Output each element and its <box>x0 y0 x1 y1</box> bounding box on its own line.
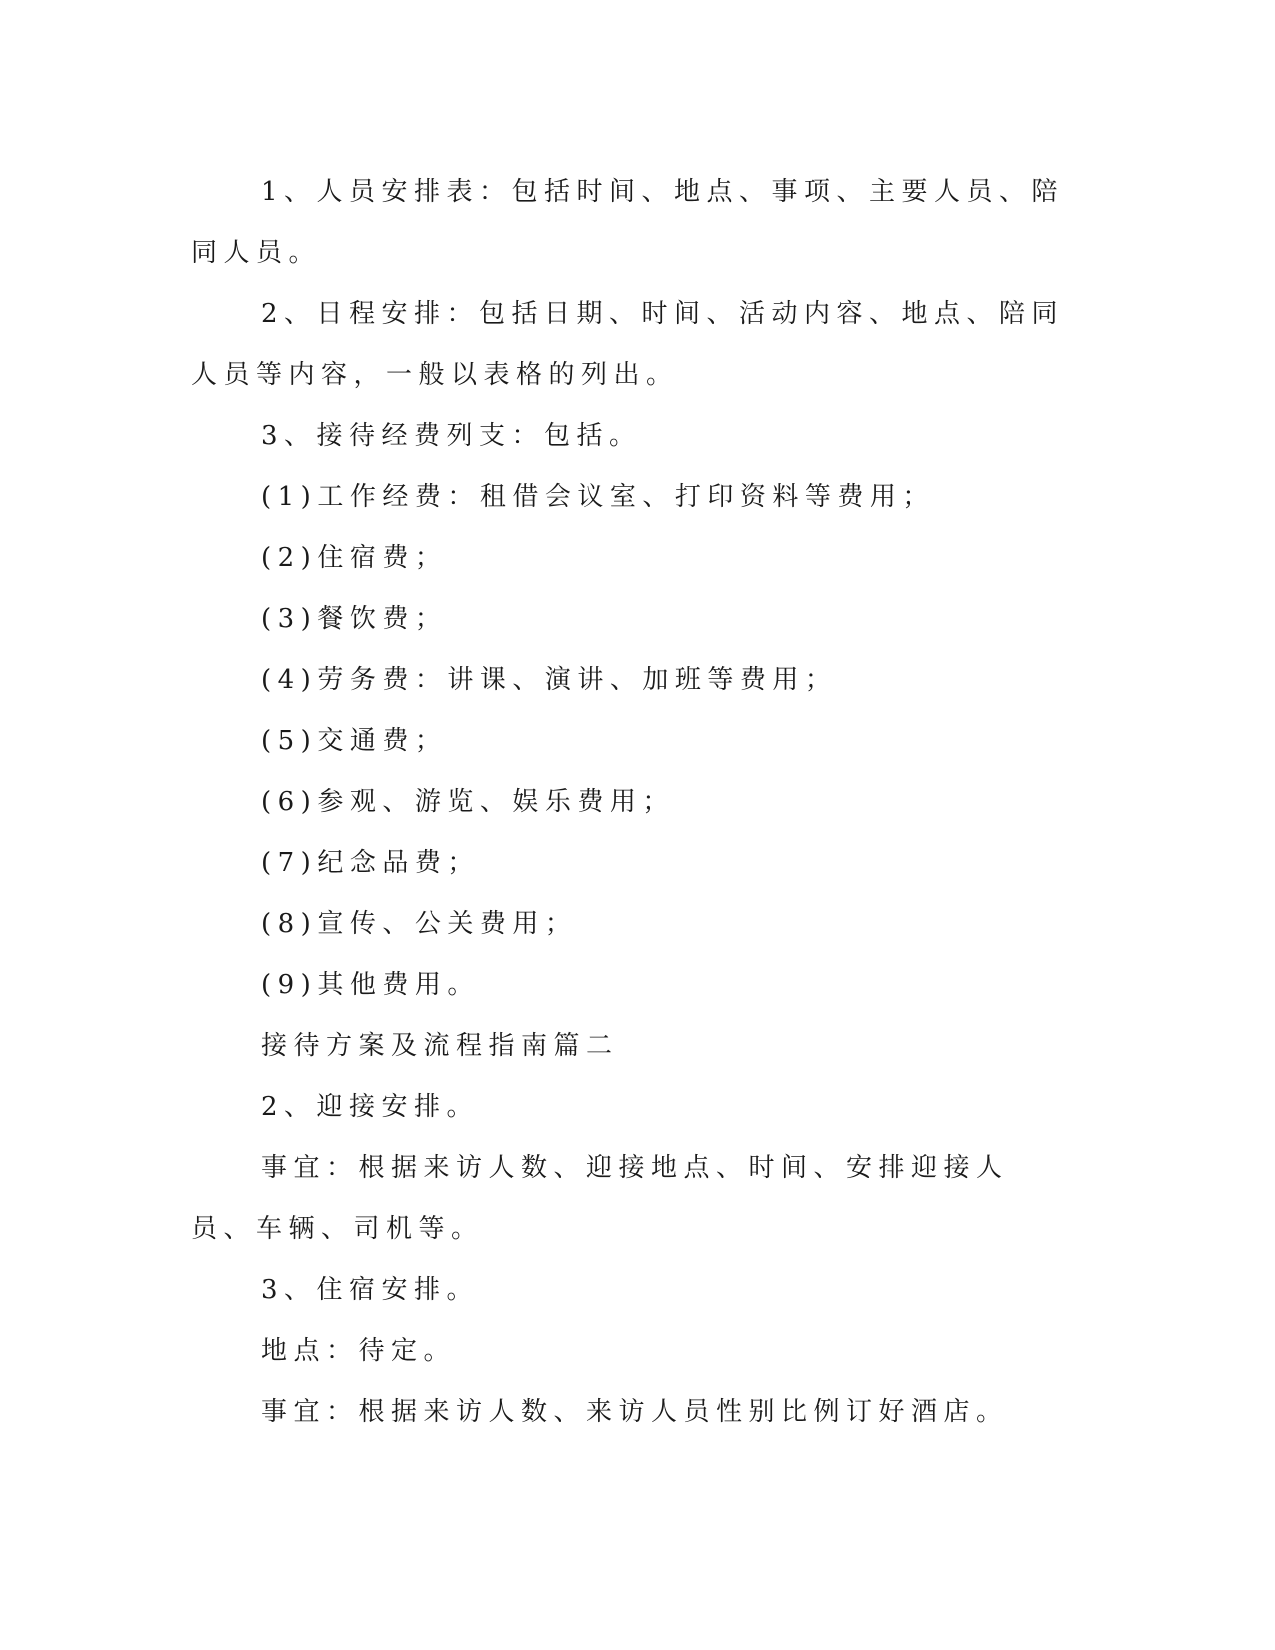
list-item-expense-5: (5)交通费； <box>261 726 448 756</box>
paragraph-lodging-arrangement: 3、住宿安排。 <box>261 1275 480 1305</box>
list-item-expense-4: (4)劳务费：讲课、演讲、加班等费用； <box>261 665 838 695</box>
section-heading: 接待方案及流程指南篇二 <box>261 1031 619 1061</box>
paragraph-welcome-arrangement: 2、迎接安排。 <box>261 1092 480 1122</box>
paragraph-lodging-details: 事宜：根据来访人数、来访人员性别比例订好酒店。 <box>261 1397 1009 1427</box>
list-item-expense-7: (7)纪念品费； <box>261 848 480 878</box>
list-item-expense-6: (6)参观、游览、娱乐费用； <box>261 787 675 817</box>
list-item-expense-8: (8)宣传、公关费用； <box>261 909 578 939</box>
list-item-expense-2: (2)住宿费； <box>261 543 448 573</box>
paragraph-lodging-location: 地点：待定。 <box>261 1336 457 1366</box>
paragraph-itinerary: 2、日程安排：包括日期、时间、活动内容、地点、陪同人员等内容，一般以表格的列出。 <box>191 299 1065 390</box>
paragraph-staff-schedule: 1、人员安排表：包括时间、地点、事项、主要人员、陪同人员。 <box>191 177 1065 268</box>
list-item-expense-1: (1)工作经费：租借会议室、打印资料等费用； <box>261 482 935 512</box>
paragraph-welcome-details: 事宜：根据来访人数、迎接地点、时间、安排迎接人员、车辆、司机等。 <box>191 1153 1009 1244</box>
list-item-expense-9: (9)其他费用。 <box>261 970 480 1000</box>
list-item-expense-3: (3)餐饮费； <box>261 604 448 634</box>
document-body <box>191 162 1071 1443</box>
paragraph-expense-list: 3、接待经费列支：包括。 <box>261 421 642 451</box>
